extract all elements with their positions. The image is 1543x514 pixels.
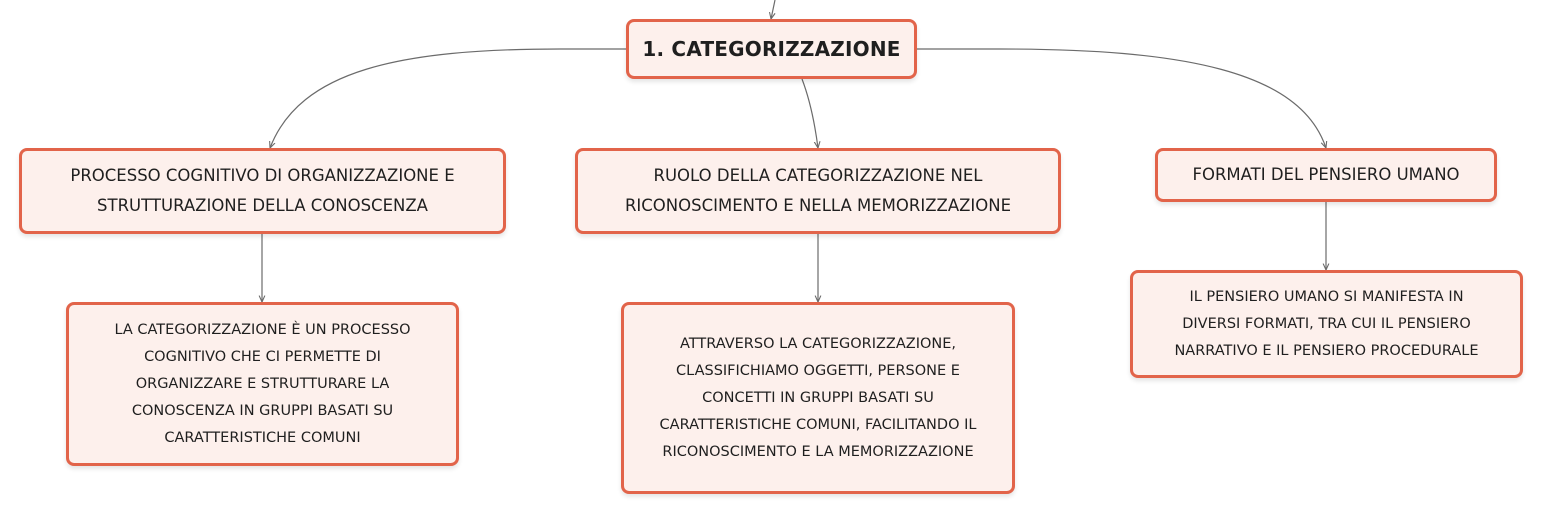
- detail-node-text: IL PENSIERO UMANO SI MANIFESTA IN DIVERSI FORMATI, TRA CUI IL PENSIERO NARRATIVO E IL PENSIERO PROCEDURALE: [1174, 288, 1479, 359]
- connector-parent-to-root: [771, 0, 775, 19]
- branch-node-label: PROCESSO COGNITIVO DI ORGANIZZAZIONE E STRUTTURAZIONE DELLA CONOSCENZA: [70, 166, 455, 215]
- detail-node-text: ATTRAVERSO LA CATEGORIZZAZIONE, CLASSIFICHIAMO OGGETTI, PERSONE E CONCETTI IN GRUPPI BASATI SU CARATTERISTICHE COMUNI, FACILITANDO IL RICONOSCIMENTO E LA MEMORIZZAZIONE: [659, 335, 977, 460]
- connector-root-to-middle: [802, 79, 818, 148]
- detail-node-role-of-categorization[interactable]: [621, 302, 1015, 494]
- connector-root-to-left: [270, 49, 626, 148]
- branch-node-label: FORMATI DEL PENSIERO UMANO: [1192, 165, 1460, 184]
- detail-node-text: LA CATEGORIZZAZIONE È UN PROCESSO COGNITIVO CHE CI PERMETTE DI ORGANIZZARE E STRUTTURARE LA CONOSCENZA IN GRUPPI BASATI SU CARATTERISTICHE COMUNI: [114, 321, 411, 446]
- detail-node-thought-formats[interactable]: [1130, 270, 1523, 378]
- root-node-label: 1. CATEGORIZZAZIONE: [642, 37, 901, 61]
- root-node[interactable]: [626, 19, 917, 79]
- branch-node-label: RUOLO DELLA CATEGORIZZAZIONE NEL RICONOSCIMENTO E NELLA MEMORIZZAZIONE: [624, 166, 1012, 215]
- branch-node-role-of-categorization[interactable]: [575, 148, 1061, 234]
- detail-node-cognitive-process[interactable]: [66, 302, 459, 466]
- branch-node-thought-formats[interactable]: [1155, 148, 1497, 202]
- connector-root-to-right: [917, 49, 1326, 148]
- branch-node-cognitive-process[interactable]: [19, 148, 506, 234]
